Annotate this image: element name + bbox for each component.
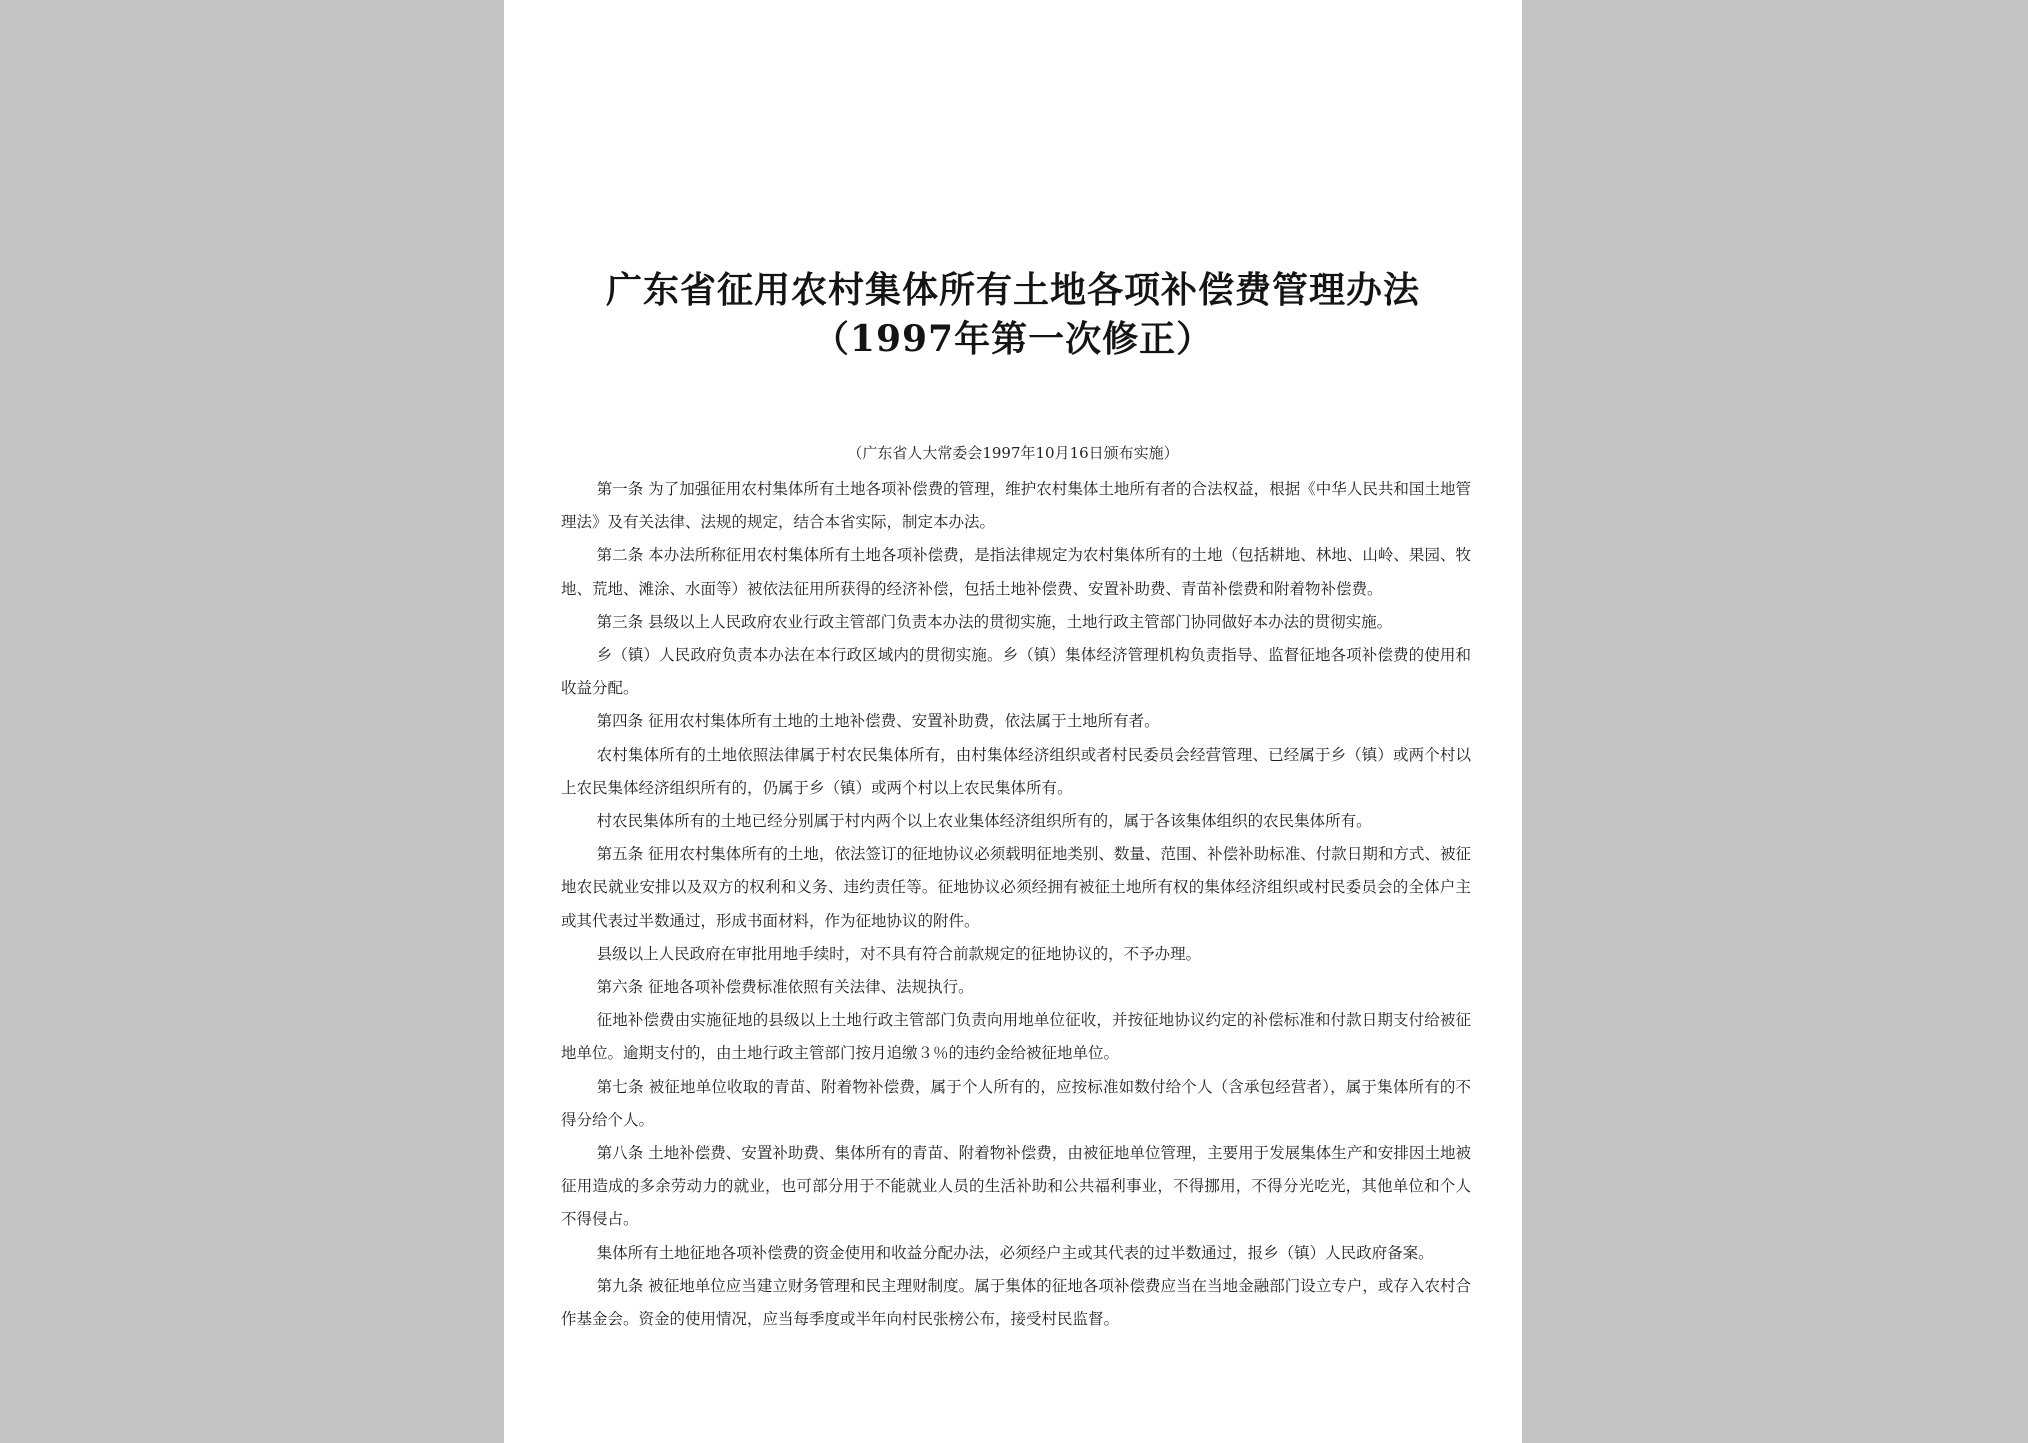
article-3-paragraph: 第三条 县级以上人民政府农业行政主管部门负责本办法的贯彻实施，土地行政主管部门协同做好本办法的贯彻实施。	[596, 612, 1393, 631]
article-4-clause-2: 农村集体所有的土地依照法律属于村农民集体所有，由村集体经济组织或者村民委员会经营管理、已经属于乡（镇）或两个村以上农民集体经济组织所有的，仍属于乡（镇）或两个村以上农民集体所有。	[561, 745, 1471, 797]
article-4-clause-3: 村农民集体所有的土地已经分别属于村内两个以上农业集体经济组织所有的，属于各该集体组织的农民集体所有。	[596, 812, 1372, 831]
article-8-clause-2: 集体所有土地征地各项补偿费的资金使用和收益分配办法，必须经户主或其代表的过半数通过，报乡（镇）人民政府备案。	[596, 1243, 1434, 1262]
article-5-clause-2: 县级以上人民政府在审批用地手续时，对不具有符合前款规定的征地协议的，不予办理。	[596, 944, 1202, 963]
document-page	[504, 0, 1522, 1443]
article-7-paragraph: 第七条 被征地单位收取的青苗、附着物补偿费，属于个人所有的，应按标准如数付给个人（含承包经营者），属于集体所有的不得分给个人。	[561, 1077, 1471, 1129]
article-3-clause-2: 乡（镇）人民政府负责本办法在本行政区域内的贯彻实施。乡（镇）集体经济管理机构负责指导、监督征地各项补偿费的使用和收益分配。	[561, 646, 1471, 698]
article-1-paragraph: 第一条 为了加强征用农村集体所有土地各项补偿费的管理，维护农村集体土地所有者的合法权益，根据《中华人民共和国土地管理法》及有关法律、法规的规定，结合本省实际，制定本办法。	[561, 480, 1471, 532]
article-6-paragraph: 第六条 征地各项补偿费标准依照有关法律、法规执行。	[596, 978, 974, 997]
issuer-note: （广东省人大常委会1997年10月16日颁布实施）	[847, 444, 1179, 462]
document-title: 广东省征用农村集体所有土地各项补偿费管理办法	[605, 269, 1420, 311]
article-6-clause-2: 征地补偿费由实施征地的县级以上土地行政主管部门负责向用地单位征收，并按征地协议约定的补偿标准和付款日期支付给被征地单位。逾期支付的，由土地行政主管部门按月追缴３％的违约金给被征地单位。	[561, 1011, 1471, 1063]
document-subtitle: （1997年第一次修正）	[812, 318, 1214, 360]
article-4-paragraph: 第四条 征用农村集体所有土地的土地补偿费、安置补助费，依法属于土地所有者。	[596, 712, 1160, 731]
article-5-paragraph: 第五条 征用农村集体所有的土地，依法签订的征地协议必须载明征地类别、数量、范围、补偿补助标准、付款日期和方式、被征地农民就业安排以及双方的权利和义务、违约责任等。征地协议必须经拥有被征土地所有权的集体经济组织或村民委员会的全体户主或其代表过半数通过，形成书面材料，作为征地协议的附件。	[561, 845, 1471, 930]
article-2-paragraph: 第二条 本办法所称征用农村集体所有土地各项补偿费，是指法律规定为农村集体所有的土地（包括耕地、林地、山岭、果园、牧地、荒地、滩涂、水面等）被依法征用所获得的经济补偿，包括土地补偿费、安置补助费、青苗补偿费和附着物补偿费。	[561, 546, 1471, 598]
article-8-paragraph: 第八条 土地补偿费、安置补助费、集体所有的青苗、附着物补偿费，由被征地单位管理，主要用于发展集体生产和安排因土地被征用造成的多余劳动力的就业，也可部分用于不能就业人员的生活补助和公共福利事业，不得挪用，不得分光吃光，其他单位和个人不得侵占。	[561, 1144, 1471, 1229]
document-body	[561, 473, 1471, 1336]
article-9-paragraph: 第九条 被征地单位应当建立财务管理和民主理财制度。属于集体的征地各项补偿费应当在当地金融部门设立专户，或存入农村合作基金会。资金的使用情况，应当每季度或半年向村民张榜公布，接受村民监督。	[561, 1276, 1471, 1329]
